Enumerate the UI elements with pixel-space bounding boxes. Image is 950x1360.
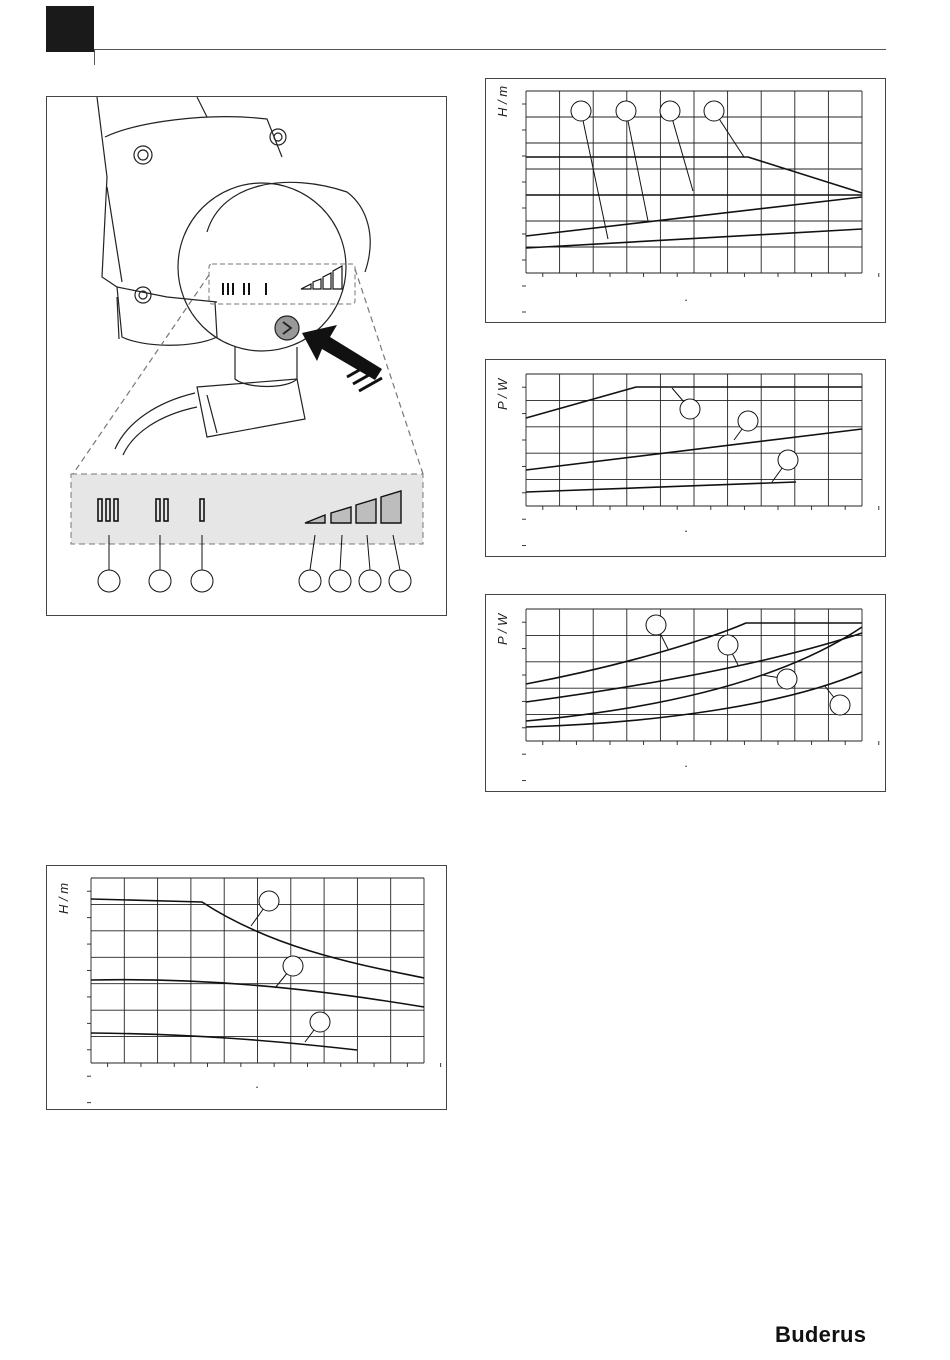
callout-circle	[616, 101, 636, 121]
callout-circle	[830, 695, 850, 715]
callout-circle	[777, 669, 797, 689]
callout-circle	[283, 956, 303, 976]
brand-logo: Buderus	[775, 1322, 867, 1347]
x-axis-label: .	[684, 755, 688, 770]
chart-grid	[87, 878, 448, 1111]
callout-circle	[660, 101, 680, 121]
chart-head-constant-panel	[46, 865, 447, 1110]
chart-grid	[522, 374, 887, 558]
chart-power-proportional	[486, 595, 887, 793]
press-arrow-icon	[302, 325, 382, 380]
y-axis-label: H / m	[56, 882, 71, 914]
callout-circle	[680, 399, 700, 419]
pump-illustration	[47, 97, 448, 617]
pump-body	[97, 97, 370, 455]
chart-power-proportional-panel	[485, 594, 886, 792]
pump-display-bars	[301, 266, 342, 289]
pump-figure-panel	[46, 96, 447, 616]
y-axis-label: P / W	[495, 378, 510, 410]
callout-circle	[646, 615, 666, 635]
x-axis-label: .	[255, 1076, 259, 1091]
callout-circle	[718, 635, 738, 655]
chart-power-speed-panel	[485, 359, 886, 557]
header-tick	[94, 49, 95, 65]
chart-head-speed-panel	[485, 78, 886, 323]
callout-circle	[310, 1012, 330, 1032]
chart-head-constant	[47, 866, 448, 1111]
callout-leader	[670, 111, 693, 191]
callout-circle	[259, 891, 279, 911]
callout-circle	[738, 411, 758, 431]
chapter-tab	[46, 6, 94, 52]
x-axis-label: .	[684, 520, 688, 535]
chart-power-speed	[486, 360, 887, 558]
callout-leader	[626, 111, 648, 221]
header-rule	[94, 49, 886, 50]
speed-select-button	[275, 316, 299, 340]
chart-head-speed	[486, 79, 887, 324]
chart-grid	[522, 91, 887, 324]
callout-circle	[778, 450, 798, 470]
curve-power-1	[526, 482, 796, 492]
x-axis-label: .	[684, 289, 688, 304]
callout-circle	[704, 101, 724, 121]
pump-display-symbols	[223, 283, 266, 295]
y-axis-label: H / m	[495, 85, 510, 117]
y-axis-label: P / W	[495, 613, 510, 645]
callout-leader	[581, 111, 608, 239]
callout-circle	[571, 101, 591, 121]
